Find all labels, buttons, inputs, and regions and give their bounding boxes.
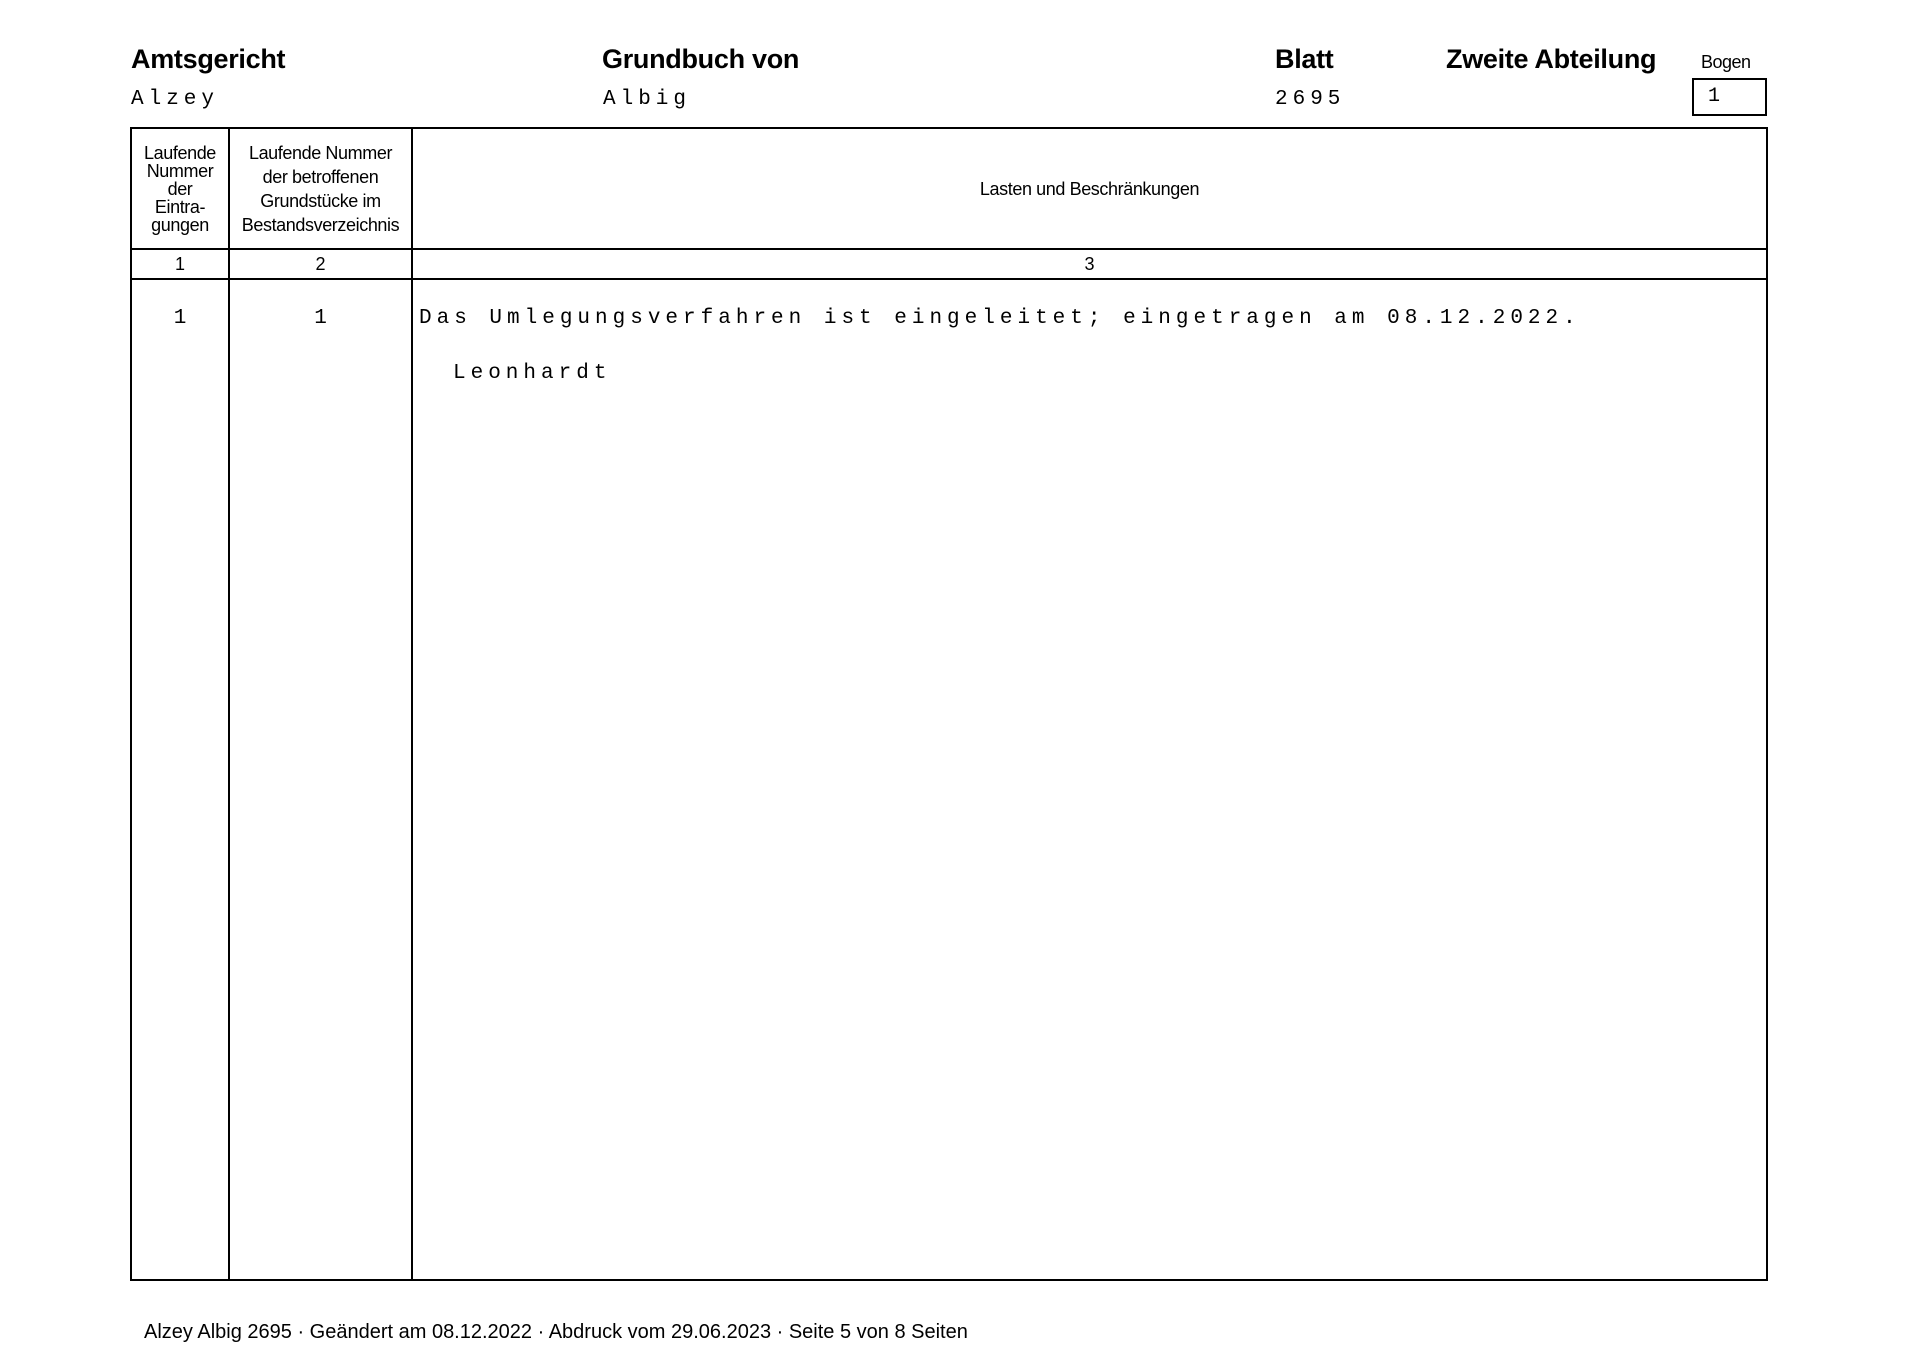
column-header-grundstueck-nr: Laufende Nummer der betroffenen Grundstücke im Bestandsverzeichnis — [241, 142, 400, 235]
column-number-1: 1 — [174, 254, 185, 274]
row-signature: Leonhardt — [453, 362, 612, 385]
row-lfd-nr: 1 — [173, 307, 187, 330]
row-entry-text: Das Umlegungsverfahren ist eingeleitet; eingetragen am 08.12.2022. — [419, 307, 1581, 330]
column-divider-1 — [228, 127, 230, 1281]
amtsgericht-value: Alzey — [131, 88, 220, 111]
column-divider-2 — [411, 127, 413, 1281]
bogen-value-box — [1692, 78, 1767, 116]
bogen-label: Bogen — [1701, 52, 1751, 72]
amtsgericht-label: Amtsgericht — [131, 44, 286, 74]
blatt-value: 2695 — [1275, 88, 1346, 111]
bogen-value: 1 — [1708, 85, 1721, 108]
column-number-divider — [130, 278, 1768, 280]
column-number-2: 2 — [315, 254, 326, 274]
column-number-3: 3 — [1084, 254, 1095, 274]
entries-table — [130, 127, 1768, 1281]
page-footer: Alzey Albig 2695 · Geändert am 08.12.2022 · Abdruck vom 29.06.2023 · Seite 5 von 8 Seiten — [144, 1321, 968, 1343]
grundbuch-label: Grundbuch von — [602, 44, 800, 74]
column-header-lasten: Lasten und Beschränkungen — [979, 178, 1200, 199]
row-grundstueck-nr: 1 — [314, 307, 327, 330]
grundbuch-value: Albig — [603, 88, 692, 111]
blatt-label: Blatt — [1275, 44, 1334, 74]
abteilung-label: Zweite Abteilung — [1446, 44, 1657, 74]
column-header-lfd-nr: Laufende Nummer der Eintra- gungen — [144, 142, 216, 235]
